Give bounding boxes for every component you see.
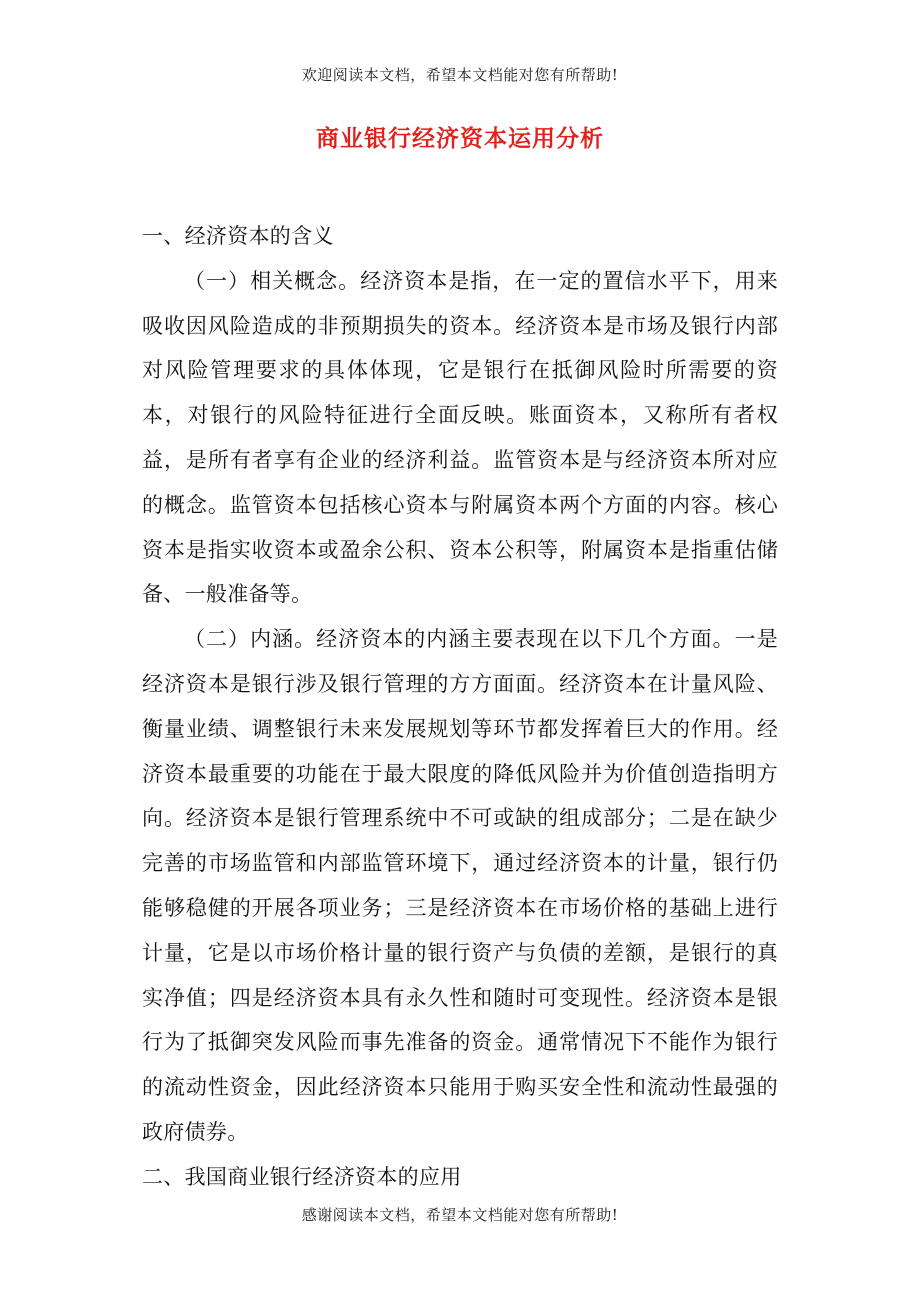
document-body (142, 214, 778, 1200)
section-heading-1: 一、经济资本的含义 (142, 224, 334, 248)
footer-note: 感谢阅读本文档，希望本文档能对您有所帮助! (301, 1206, 619, 1224)
paragraph-related-concepts: （一）相关概念。经济资本是指，在一定的置信水平下，用来吸收因风险造成的非预期损失的资本。经济资本是市场及银行内部对风险管理要求的具体体现，它是银行在抵御风险时所需要的资本，对银行的风险特征进行全面反映。账面资本，又称所有者权益，是所有者享有企业的经济利益。监管资本是与经济资本所对应的概念。监管资本包括核心资本与附属资本两个方面的内容。核心资本是指实收资本或盈余公积、资本公积等，附属资本是指重估储备、一般准备等。 (142, 268, 778, 607)
section-heading-2: 二、我国商业银行经济资本的应用 (142, 1164, 462, 1189)
header-note: 欢迎阅读本文档，希望本文档能对您有所帮助! (301, 66, 619, 84)
document-title: 商业银行经济资本运用分析 (316, 126, 604, 152)
paragraph-connotation: （二）内涵。经济资本的内涵主要表现在以下几个方面。一是经济资本是银行涉及银行管理的方方面面。经济资本在计量风险、衡量业绩、调整银行未来发展规划等环节都发挥着巨大的作用。经济资本最重要的功能在于最大限度的降低风险并为价值创造指明方向。经济资本是银行管理系统中不可或缺的组成部分；二是在缺少完善的市场监管和内部监管环境下，通过经济资本的计量，银行仍能够稳健的开展各项业务；三是经济资本在市场价格的基础上进行计量，它是以市场价格计量的银行资产与负债的差额，是银行的真实净值；四是经济资本具有永久性和随时可变现性。经济资本是银行为了抵御突发风险而事先准备的资金。通常情况下不能作为银行的流动性资金，因此经济资本只能用于购买安全性和流动性最强的政府债券。 (142, 627, 778, 1144)
